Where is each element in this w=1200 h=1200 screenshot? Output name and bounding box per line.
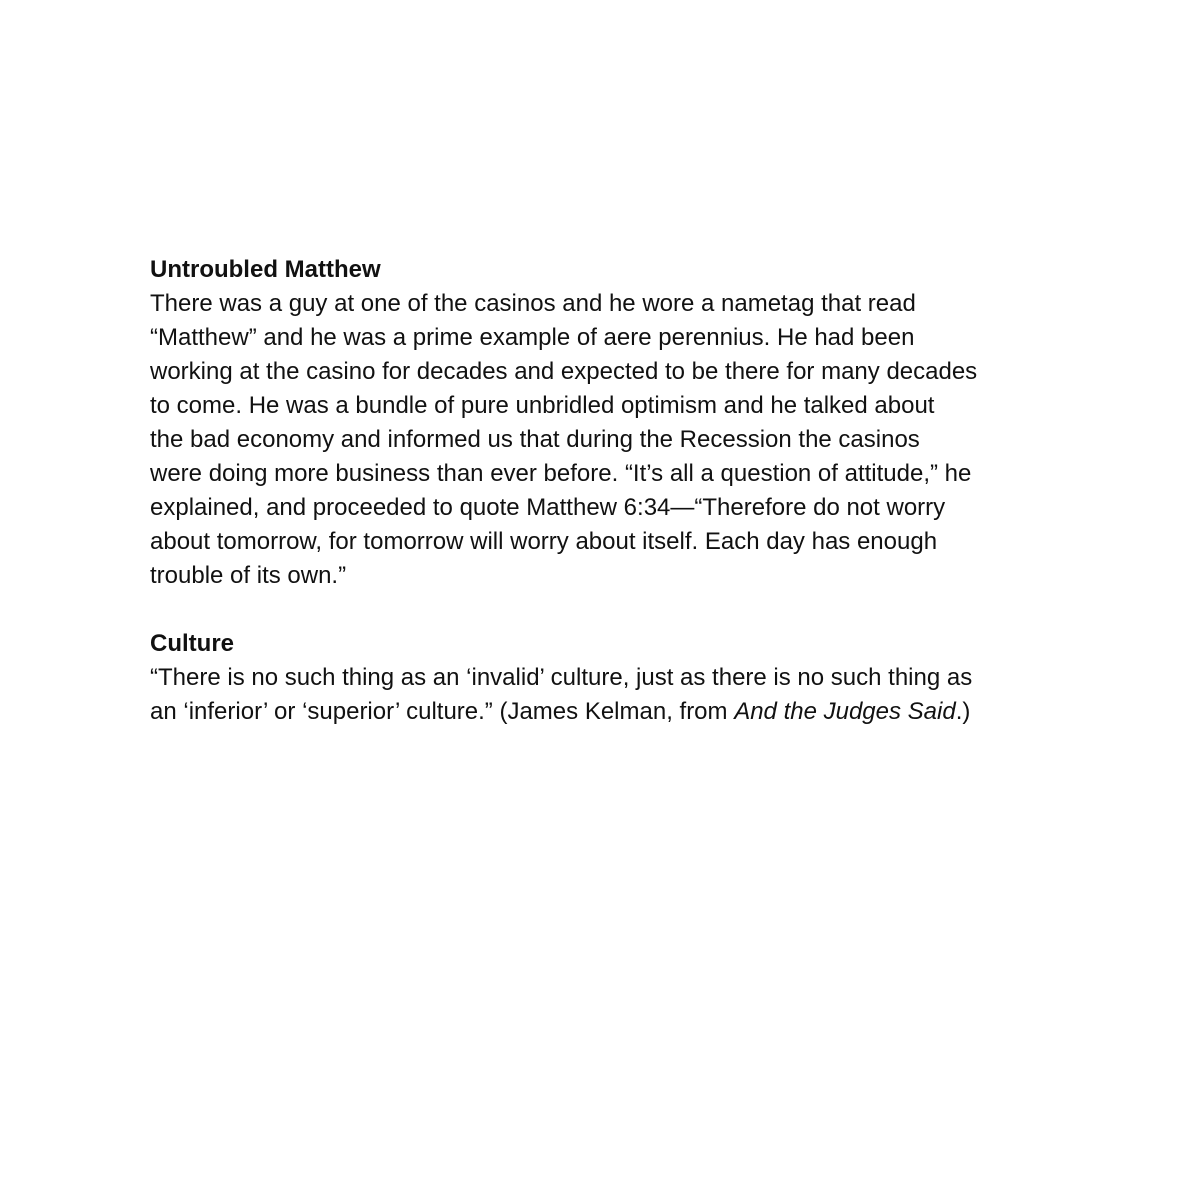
section-culture — [150, 627, 1070, 729]
paragraph-line: “Matthew” and he was a prime example of aere perennius. He had been — [150, 324, 915, 351]
paragraph-line — [150, 695, 1070, 729]
section-heading: Untroubled Matthew — [150, 256, 381, 283]
quote-attribution-text: an ‘inferior’ or ‘superior’ culture.” (James Kelman, from — [150, 698, 735, 725]
closing-punctuation: .) — [955, 698, 971, 725]
section-heading: Culture — [150, 630, 234, 657]
section-untroubled-matthew — [150, 253, 1070, 593]
book-title: And the Judges Said — [734, 698, 956, 725]
paragraph-line: the bad economy and informed us that during the Recession the casinos — [150, 426, 920, 453]
paragraph-line: trouble of its own.” — [150, 562, 347, 589]
paragraph-line: “There is no such thing as an ‘invalid’ culture, just as there is no such thing as — [150, 664, 973, 691]
paragraph-line: working at the casino for decades and expected to be there for many decades — [150, 358, 978, 385]
document-body — [150, 253, 1070, 729]
paragraph-line: There was a guy at one of the casinos and he wore a nametag that read — [150, 290, 916, 317]
paragraph-line: were doing more business than ever before. “It’s all a question of attitude,” he — [150, 460, 972, 487]
paragraph-line: explained, and proceeded to quote Matthew 6:34—“Therefore do not worry — [150, 494, 946, 521]
paragraph-line: about tomorrow, for tomorrow will worry about itself. Each day has enough — [150, 528, 938, 555]
paragraph-line: to come. He was a bundle of pure unbridled optimism and he talked about — [150, 392, 935, 419]
